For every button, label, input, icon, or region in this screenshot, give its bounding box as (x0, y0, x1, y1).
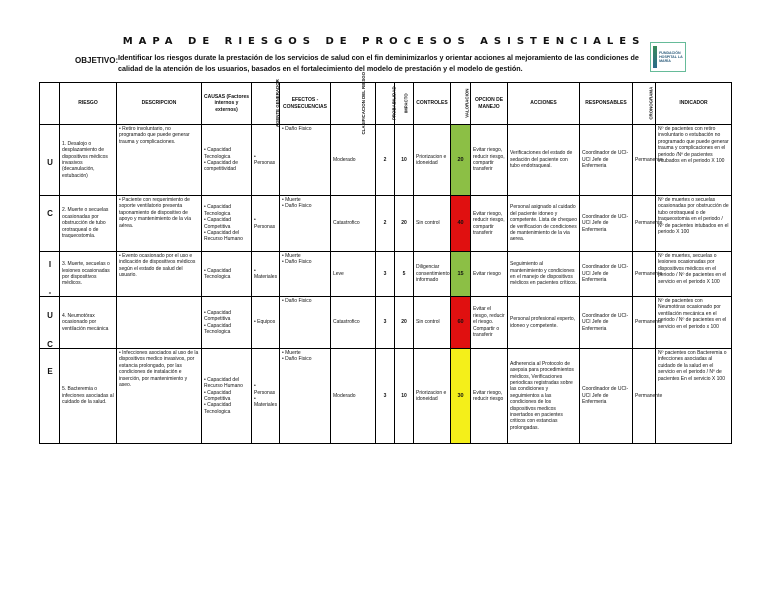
cell-efectos: • Muerte • Daño Fisico (280, 349, 331, 444)
risk-map-table (39, 72, 732, 444)
side-letter: - (48, 288, 52, 297)
cell-riesgo: 3. Muerte, secuelas o lesiones ocasionadas por dispositivos médicos. (60, 252, 117, 297)
cell-acciones: Seguimiento al mantenimiento y condiciones en el manejo de dispositivos médicos en pacientes críticos. (508, 252, 580, 297)
page-title: MAPA DE RIESGOS DE PROCESOS ASISTENCIALES (122, 36, 646, 47)
cell-causas: • Capacidad Tecnologica • Capacidad de competitividad (202, 125, 252, 196)
objective-text: Identificar los riesgos durate la prestación de los servicios de salud con el fin deminimizarlos y orientar acciones al mejoramiento de las condiciones de calidad de la atención de los usuarios, basados en el fortalecimiento del modelo de prestación y el modelo de gestión. (118, 53, 639, 73)
cell-valoracion: 15 (451, 252, 471, 297)
cell-cronograma: Permanente (633, 297, 656, 349)
cell-responsables: Coordinador de UCI-UCI Jefe de Enfermeria (580, 196, 633, 252)
cell-indicador: Nº de muertes, secuelas o lesiones ocasionadas por dispositivos médicos en el periodo / Nº de pacientes en el servicio en el periodo X 100 (656, 252, 732, 297)
cell-responsables: Coordinador de UCI-UCI Jefe de Enfermeria (580, 297, 633, 349)
header-clasificacion: CLASIFICACION DEL RIESGO (331, 83, 376, 125)
table-row (40, 196, 732, 252)
cell-responsables: Coordinador de UCI-UCI Jefe de Enfermeria (580, 349, 633, 444)
cell-acciones: Adherencia al Protocolo de asepsia para procedimientos médicos, Verificaciones periodicas registradas sobre las condiciones y seguimientos a las condiciones de los dispositivos medicos insertados en pacientes criticos con estancias prolongadas. (508, 349, 580, 444)
cell-efectos: • Daño Fisico (280, 125, 331, 196)
cell-opcion: Evitar riesgo (471, 252, 508, 297)
side-letter: U (47, 311, 53, 320)
cell-opcion: Evitar riesgo, reducir riesgo, compartir transferir (471, 125, 508, 196)
header-impacto: IMPACTO (395, 83, 414, 125)
cell-controles: Priorizacion e idoneidad (414, 125, 451, 196)
cell-causas: • Capacidad Tecnologica • Capacidad Competitiva • Capacidad del Recurso Humano (202, 196, 252, 252)
header-controles: CONTROLES (414, 83, 451, 125)
cell-efectos: • Muerte • Daño Fisico (280, 196, 331, 252)
cell-impacto: 20 (395, 196, 414, 252)
cell-cronograma: Permanente (633, 196, 656, 252)
side-letter: I (48, 260, 52, 269)
cell-clasificacion: Catastrofico (331, 196, 376, 252)
cell-valoracion: 60 (451, 297, 471, 349)
cell-descripcion: • Evento ocasionado por el uso e indicación de dispositivos médicos según el estado de salud del usuario. (117, 252, 202, 297)
cell-valoracion: 30 (451, 349, 471, 444)
header-indicador: INDICADOR (656, 83, 732, 125)
cell-clasificacion: Leve (331, 252, 376, 297)
cell-controles: Diligenciar consentimiento informado (414, 252, 451, 297)
table-row (40, 349, 732, 444)
cell-controles: Sin control (414, 297, 451, 349)
cell-descripcion (117, 297, 202, 349)
cell-clasificacion: Moderado (331, 349, 376, 444)
cell-agente: • Personas (252, 125, 280, 196)
header-descripcion: DESCRIPCION (117, 83, 202, 125)
cell-clasificacion: Catastrofico (331, 297, 376, 349)
cell-controles: Priorizacion e idoneidad (414, 349, 451, 444)
cell-efectos: • Muerte • Daño Fisico (280, 252, 331, 297)
cell-cronograma: Permanente (633, 252, 656, 297)
cell-indicador: Nº de muertes o secuelas ocasionadas por obstrucción de tubo orotraqueal o de traqueostomia en el periodo / Nº de pacientes intubados en el periodo X 100 (656, 196, 732, 252)
cell-agente: • Personas • Materiales (252, 349, 280, 444)
cell-riesgo: 1. Desalojo o desplazamiento de dispositivos médicos invasivos (decanulación, extubación) (60, 125, 117, 196)
cell-riesgo: 2. Muerte o secuelas ocasionadas por obstrucción de tubo orotraqueal o de traqueostomía. (60, 196, 117, 252)
cell-opcion: Evitar riesgo, reducir riesgo (471, 349, 508, 444)
side-cell (40, 196, 60, 252)
cell-opcion: Evitar riesgo, reducir riesgo, compartir transferir (471, 196, 508, 252)
cell-responsables: Coordinador de UCI-UCI Jefe de Enfermeria (580, 252, 633, 297)
side-letter: C (47, 209, 53, 218)
header-responsables: RESPONSABLES (580, 83, 633, 125)
cell-probabilidad: 3 (376, 297, 395, 349)
logo-text: FUNDACIÓN HOSPITAL LA MARÍA (659, 50, 683, 64)
cell-efectos: • Daño Fisico (280, 297, 331, 349)
cell-causas: • Capacidad Tecnologica (202, 252, 252, 297)
cell-riesgo: 5. Bacteremia o infeciones asociadas al cuidado de la salud. (60, 349, 117, 444)
cell-agente: • Equipos (252, 297, 280, 349)
header-acciones: ACCIONES (508, 83, 580, 125)
cell-acciones: Verificaciones del estado de sedación del paciente con tubo endotraqueal. (508, 125, 580, 196)
cell-impacto: 10 (395, 125, 414, 196)
cell-causas: • Capacidad del Recurso Humano • Capacidad Competitiva • Capacidad Tecnologica (202, 349, 252, 444)
logo-mark-icon (653, 46, 657, 68)
cell-riesgo: 4. Neumotórax ocasionado por ventilación mecánica (60, 297, 117, 349)
header-probabilidad: PROBABILIDAD (376, 83, 395, 125)
cell-opcion: Evitar el riesgo, reducir el riesgo. Compartir o transferir (471, 297, 508, 349)
cell-cronograma: Permanente (633, 349, 656, 444)
cell-descripcion: • Paciente con requerimiento de soporte ventilatorio presenta taponamiento de dispositivo de apoyo y mantenimiento de la vía aérea. (117, 196, 202, 252)
cell-acciones: Personal profesional experto, idoneo y competente. (508, 297, 580, 349)
cell-probabilidad: 3 (376, 252, 395, 297)
header-causas: CAUSAS (Factores internos y externos) (202, 83, 252, 125)
side-cell (40, 349, 60, 444)
table-row (40, 297, 732, 349)
header-valoracion: VALORACION (451, 83, 471, 125)
header-side (40, 83, 60, 125)
cell-probabilidad: 2 (376, 196, 395, 252)
header-cronograma: CRONOGRAMA (633, 83, 656, 125)
cell-controles: Sin control (414, 196, 451, 252)
header-row (40, 83, 732, 125)
cell-cronograma: Permanente (633, 125, 656, 196)
cell-indicador: Nº pacientes con Bacteremia o infecciones asociadas al cuidado de la salud en el servicio en el periodo / Nº de pacientes En el servicio X 100 (656, 349, 732, 444)
cell-probabilidad: 3 (376, 349, 395, 444)
cell-indicador: Nº de pacientes con retiro involuntario o extubación no programado que puede generar trauma y complicaciones en el periodo /Nº de pacientes intubados en el periodo X 100 (656, 125, 732, 196)
side-letter: U (47, 158, 53, 167)
cell-indicador: Nº de pacientes con Neumotórax ocasionado por ventilación mecánica en el periodo / Nº de pacientes en el servicio en el periodo x 100 (656, 297, 732, 349)
cell-agente: • Personas (252, 196, 280, 252)
cell-acciones: Personal asignado al cuidado del paciente idoneo y competente. Lista de chequeo de verificacion de condiciones de mantenimiento de la via aerea. (508, 196, 580, 252)
table-row (40, 252, 732, 297)
cell-impacto: 10 (395, 349, 414, 444)
cell-valoracion: 20 (451, 125, 471, 196)
header-agente: AGENTE GENERADOR (252, 83, 280, 125)
side-letter: C (47, 340, 53, 349)
header-riesgo: RIESGO (60, 83, 117, 125)
cell-valoracion: 40 (451, 196, 471, 252)
cell-clasificacion: Moderado (331, 125, 376, 196)
header-efectos: EFECTOS - CONSECUENCIAS (280, 83, 331, 125)
cell-agente: • Materiales (252, 252, 280, 297)
hospital-logo (650, 42, 686, 72)
header-opcion: OPCION DE MANEJO (471, 83, 508, 125)
cell-impacto: 20 (395, 297, 414, 349)
side-letter: E (47, 367, 53, 376)
cell-impacto: 5 (395, 252, 414, 297)
cell-descripcion: • Infecciones asociados al uso de la dispositivos medico invasivos, por estancia prolongado, por las condiciones de instalación e inserción, por mantenimiento y aseo. (117, 349, 202, 444)
cell-responsables: Coordinador de UCI-UCI Jefe de Enfermeria (580, 125, 633, 196)
cell-descripcion: • Retiro involuntario, no programado que puede generar trauma y complicaciones. (117, 125, 202, 196)
cell-causas: • Capacidad Competitiva • Capacidad Tecnologica (202, 297, 252, 349)
table-row (40, 125, 732, 196)
objective-label: OBJETIVO: (75, 56, 119, 65)
cell-probabilidad: 2 (376, 125, 395, 196)
